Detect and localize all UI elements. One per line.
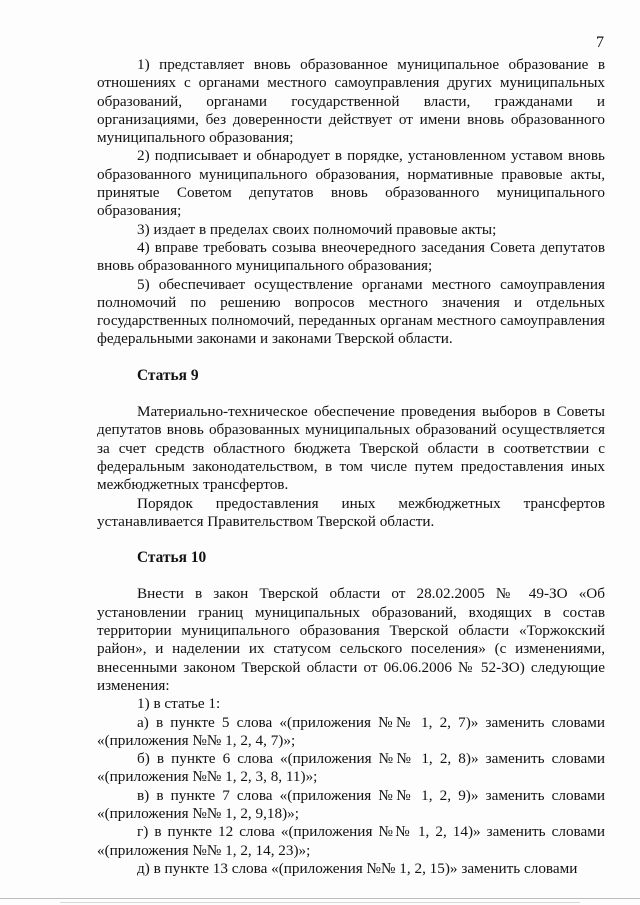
- article-10-heading: Статья 10: [137, 549, 207, 567]
- scan-artifact-line: [60, 902, 580, 903]
- article-8-item-5: 5) обеспечивает осуществление органами местного самоуправления полномочий по решению вопросов местного значения и отдельных государственных полномочий, переданных органам местного самоуправления федеральными законами и законами Тверской области.: [97, 275, 605, 348]
- document-body: [97, 56, 605, 878]
- article-10-item-d: д) в пункте 13 слова «(приложения №№ 1, 2, 15)» заменить словами: [137, 859, 578, 877]
- spacer: [97, 531, 605, 549]
- article-9-paragraph-1: Материально-техническое обеспечение проведения выборов в Советы депутатов вновь образованных муниципальных образований осуществляется за счет средств областного бюджета Тверской области в соответствии с федеральным законодательством, в том числе путем предоставления иных межбюджетных трансфертов.: [97, 403, 605, 494]
- article-10-intro: Внести в закон Тверской области от 28.02.2005 № 49-ЗО «Об установлении границ муниципальных образований, входящих в состав территории муниципального образования Тверской области «Торжокский район», и наделении их статусом сельского поселения» (с изменениями, внесенными законом Тверской области от 06.06.2006 № 52-ЗО) следующие изменения:: [97, 585, 605, 694]
- article-10-item-v: в) в пункте 7 слова «(приложения №№ 1, 2, 9)» заменить словами «(приложения №№ 1, 2, 9,18)»;: [97, 786, 605, 822]
- article-9-heading: Статья 9: [137, 366, 199, 384]
- article-9-paragraph-2: Порядок предоставления иных межбюджетных трансфертов устанавливается Правительством Тверской области.: [97, 494, 605, 530]
- article-10-item-a: а) в пункте 5 слова «(приложения №№ 1, 2, 7)» заменить словами «(приложения №№ 1, 2, 4, 7)»;: [97, 713, 605, 749]
- spacer: [97, 567, 605, 585]
- article-10-item-1: 1) в статье 1:: [137, 695, 221, 713]
- scan-artifact-line: [0, 898, 640, 899]
- spacer: [97, 385, 605, 403]
- article-8-item-1: 1) представляет вновь образованное муниципальное образование в отношениях с органами местного самоуправления других муниципальных образований, органами государственной власти, гражданами и организациями, без доверенности действует от имени вновь образованного муниципального образования;: [97, 56, 605, 147]
- article-8-item-4: 4) вправе требовать созыва внеочередного заседания Совета депутатов вновь образованного муниципального образования;: [97, 238, 605, 275]
- page-number: 7: [596, 34, 604, 51]
- article-8-item-2: 2) подписывает и обнародует в порядке, установленном уставом вновь образованного муниципального образования, нормативные правовые акты, принятые Советом депутатов вновь образованного муниципального образования;: [97, 147, 605, 220]
- spacer: [97, 349, 605, 367]
- article-8-item-3: 3) издает в пределах своих полномочий правовые акты;: [137, 220, 497, 238]
- article-10-item-b: б) в пункте 6 слова «(приложения №№ 1, 2, 8)» заменить словами «(приложения №№ 1, 2, 3, 8, 11)»;: [97, 750, 605, 786]
- article-10-item-g: г) в пункте 12 слова «(приложения №№ 1, 2, 14)» заменить словами «(приложения №№ 1, 2, 14, 23)»;: [97, 823, 605, 859]
